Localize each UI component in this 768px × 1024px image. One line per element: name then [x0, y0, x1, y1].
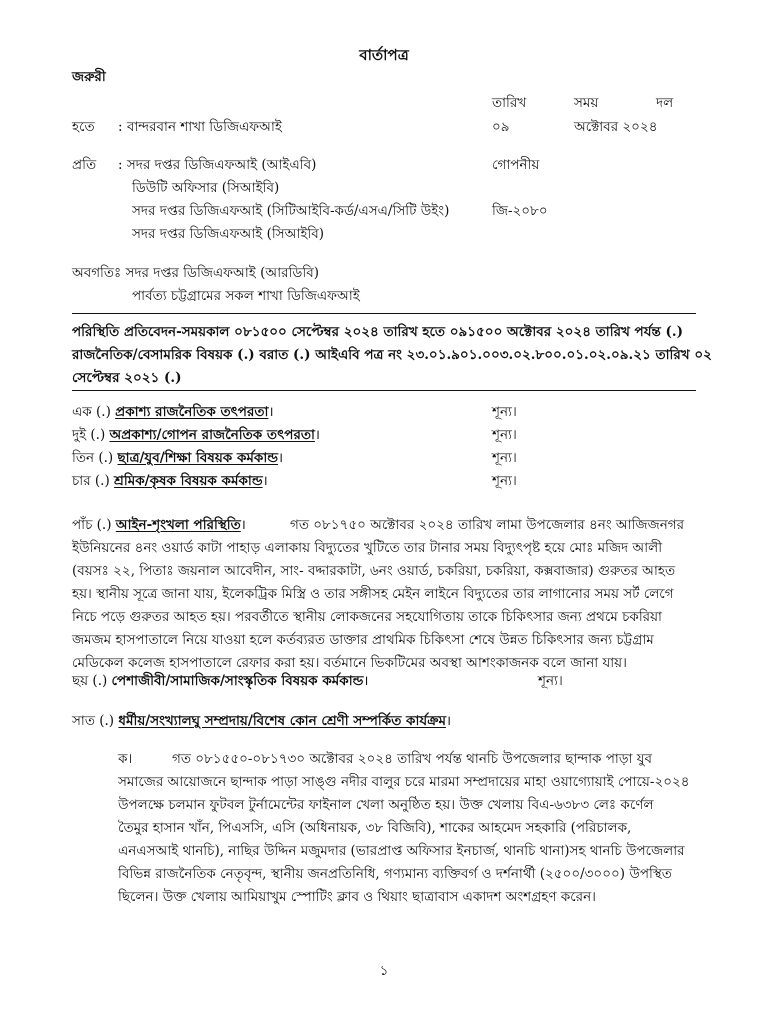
section-title: ধর্মীয়/সংখ্যালঘু সম্প্রদায়/বিশেষ কোন শ্রেণী সম্পর্কিত কার্যক্রম — [118, 713, 446, 729]
section-number: দুই (.) — [72, 427, 106, 443]
section-row — [72, 470, 268, 493]
priority-label: জরুরী — [72, 69, 106, 85]
section-end-mark: । — [314, 427, 321, 443]
section-number: পাঁচ (.) — [72, 517, 112, 533]
event-text-line: এনএসআই থানচি), নাছির উদ্দিন মজুমদার (ভারপ্রাপ্ত অফিসার ইনচার্জ, থানচি থানা)সহ থানচি উপজেলার — [118, 843, 685, 859]
section-status: শূন্য। — [492, 473, 517, 489]
info-copy-line: পার্বত্য চট্টগ্রামের সকল শাখা ডিজিএফআই — [132, 288, 360, 304]
event-text-line: তৈমুর হাসান খাঁন, পিএসসি, এসি (অধিনায়ক, ৩৮ বিজিবি), শাকের আহমেদ সহকারি (পরিচালক, — [118, 820, 632, 836]
section-number: এক (.) — [72, 404, 111, 420]
sender-value: : বান্দরবান শাখা ডিজিএফআই — [118, 119, 282, 135]
incident-text-line: মেডিকেল কলেজ হাসপাতালে রেফার করা হয়। বর্তমানে ভিকটিমের অবস্থা আশংকাজনক বলে জানা যায়। — [72, 655, 627, 671]
section-row — [72, 401, 274, 424]
sender-date: ০৯ — [492, 119, 510, 135]
sender-month-year: অক্টোবর ২০২৪ — [574, 119, 658, 135]
section-heading-inline — [72, 514, 246, 537]
event-text-line: সমাজের আয়োজনে ছান্দাক পাড়া সাঙ্গু নদীর বালুর চরে মারমা সম্প্রদায়ের মাহা ওয়াগ্যোয়াই পোয়ে-২০২৪ — [118, 774, 690, 790]
section-end-mark: । — [240, 517, 246, 533]
group-column-header: দল — [656, 95, 674, 111]
section-end-mark: । — [445, 713, 452, 729]
section-status: শূন্য। — [492, 450, 517, 466]
divider — [72, 390, 696, 391]
incident-text-line: ইউনিয়নের ৪নং ওয়ার্ড কাটা পাহাড় এলাকায় বিদ্যুতের খুটিতে তার টানার সময় বিদ্যুৎপৃষ্ট হয়ে মোঃ মজিদ আলী — [72, 540, 663, 556]
incident-text-line: (বয়সঃ ২২, পিতাঃ জয়নাল আবেদীন, সাং- বদ্দারকাটা, ৬নং ওয়ার্ড, চকরিয়া, চকরিয়া, কক্সবাজার) গুরুতর আহত — [72, 563, 676, 579]
section-status: শূন্য। — [492, 427, 517, 443]
section-end-mark: । — [363, 673, 369, 689]
section-title: প্রকাশ্য রাজনৈতিক তৎপরতা — [115, 404, 269, 420]
section-end-mark: । — [278, 450, 284, 466]
incident-text-line: নিচে পড়ে গুরুতর আহত হয়। পরবর্তীতে স্থানীয় লোকজনের সহযোগিতায় তাকে চিকিৎসার জন্য প্রথমে চকরিয়া — [72, 609, 662, 625]
event-text-line: ছিলেন। উক্ত খেলায় আমিয়াখুম স্পোটিং ক্লাব ও থিয়াং ছাত্রাবাস একাদশ অংশগ্রহণ করেন। — [118, 889, 596, 905]
subject-line: পরিস্থিতি প্রতিবেদন-সময়কাল ০৮১৫০০ সেপ্টেম্বর ২০২৪ তারিখ হতে ০৯১৫০০ অক্টোবর ২০২৪ তারিখ পর্যন্ত (.) — [72, 324, 683, 340]
subject-line: রাজনৈতিক/বেসামরিক বিষয়ক (.) বরাত (.) আইএবি পত্র নং ২৩.০১.৯০১.০০৩.০২.৮০০.০১.০২.০৯.২১ তারিখ ০২ — [72, 347, 712, 363]
section-row — [72, 670, 369, 693]
section-end-mark: । — [268, 404, 274, 420]
sender-label: হতে — [72, 119, 95, 135]
event-text-line: বিভিন্ন রাজনৈতিক নেতৃবৃন্দ, স্থানীয় জনপ্রতিনিধি, গণ্যমান্য ব্যক্তিবর্গ ও দর্শনার্থী (২৫০০/৩০০০) উপস্থিত — [118, 866, 672, 882]
section-row — [72, 424, 320, 447]
divider — [72, 313, 696, 314]
section-status: শূন্য। — [538, 673, 563, 689]
recipient-line: ডিউটি অফিসার (সিআইবি) — [132, 180, 280, 196]
document-title: বার্তাপত্র — [359, 46, 409, 64]
time-column-header: সময় — [574, 95, 599, 111]
section-status: শূন্য। — [492, 404, 517, 420]
incident-text-line: হয়। স্থানীয় সূত্রে জানা যায়, ইলেকট্রিক মিস্ত্রি ও তার সঙ্গীসহ মেইন লাইনে বিদ্যুতের তার লাগানোর সময় সর্ট লেগে — [72, 586, 674, 602]
recipient-line: : সদর দপ্তর ডিজিএফআই (আইএবি) — [118, 157, 317, 173]
subject-line: সেপ্টেম্বর ২০২১ (.) — [72, 370, 182, 386]
section-title: পেশাজীবী/সামাজিক/সাংস্কৃতিক বিষয়ক কর্মকান্ড — [111, 673, 364, 689]
section-end-mark: । — [262, 473, 268, 489]
section-title: অপ্রকাশ্য/গোপন রাজনৈতিক তৎপরতা — [109, 427, 315, 443]
incident-text-line: গত ০৮১৭৫০ অক্টোবর ২০২৪ তারিখ লামা উপজেলার ৪নং আজিজনগর — [290, 517, 685, 533]
section-row — [72, 710, 451, 733]
event-text-line: উপলক্ষে চলমান ফুটবল টুর্নামেন্টের ফাইনাল খেলা অনুষ্ঠিত হয়। উক্ত খেলায় বিএ-৬৩৮৩ লেঃ কর্ণেল — [118, 797, 654, 813]
item-label: ক। — [118, 751, 133, 767]
event-text-line: গত ০৮১৫৫০-০৮১৭৩০ অক্টোবর ২০২৪ তারিখ পর্যন্ত থানচি উপজেলার ছান্দাক পাড়া যুব — [172, 751, 652, 767]
date-column-header: তারিখ — [492, 95, 527, 111]
info-copy-line: অবগতিঃ সদর দপ্তর ডিজিএফআই (আরডিবি) — [72, 265, 319, 281]
section-number: তিন (.) — [72, 450, 114, 466]
reference-number: জি-২০৮০ — [492, 203, 548, 219]
recipient-line: সদর দপ্তর ডিজিএফআই (সিআইবি) — [132, 226, 325, 242]
incident-text-line: জমজম হাসপাতালে নিয়ে যাওয়া হলে কর্তব্যরত ডাক্তার প্রাথমিক চিকিৎসা শেষে উন্নত চিকিৎসার জন্য চট্টগ্রাম — [72, 632, 654, 648]
section-title: শ্রমিক/কৃষক বিষয়ক কর্মকান্ড — [114, 473, 263, 489]
section-number: ছয় (.) — [72, 673, 108, 689]
recipient-line: সদর দপ্তর ডিজিএফআই (সিটিআইবি-কর্ড/এসএ/সিটি উইং) — [132, 203, 450, 219]
section-number: সাত (.) — [72, 713, 115, 729]
recipients-label: প্রতি — [72, 157, 97, 173]
classification-label: গোপনীয় — [492, 157, 540, 173]
section-title: ছাত্র/যুব/শিক্ষা বিষয়ক কর্মকান্ড — [117, 450, 279, 466]
section-row — [72, 447, 283, 470]
section-number: চার (.) — [72, 473, 110, 489]
section-title: আইন-শৃংখলা পরিস্থিতি — [115, 517, 241, 533]
page-number: ১ — [379, 963, 389, 979]
